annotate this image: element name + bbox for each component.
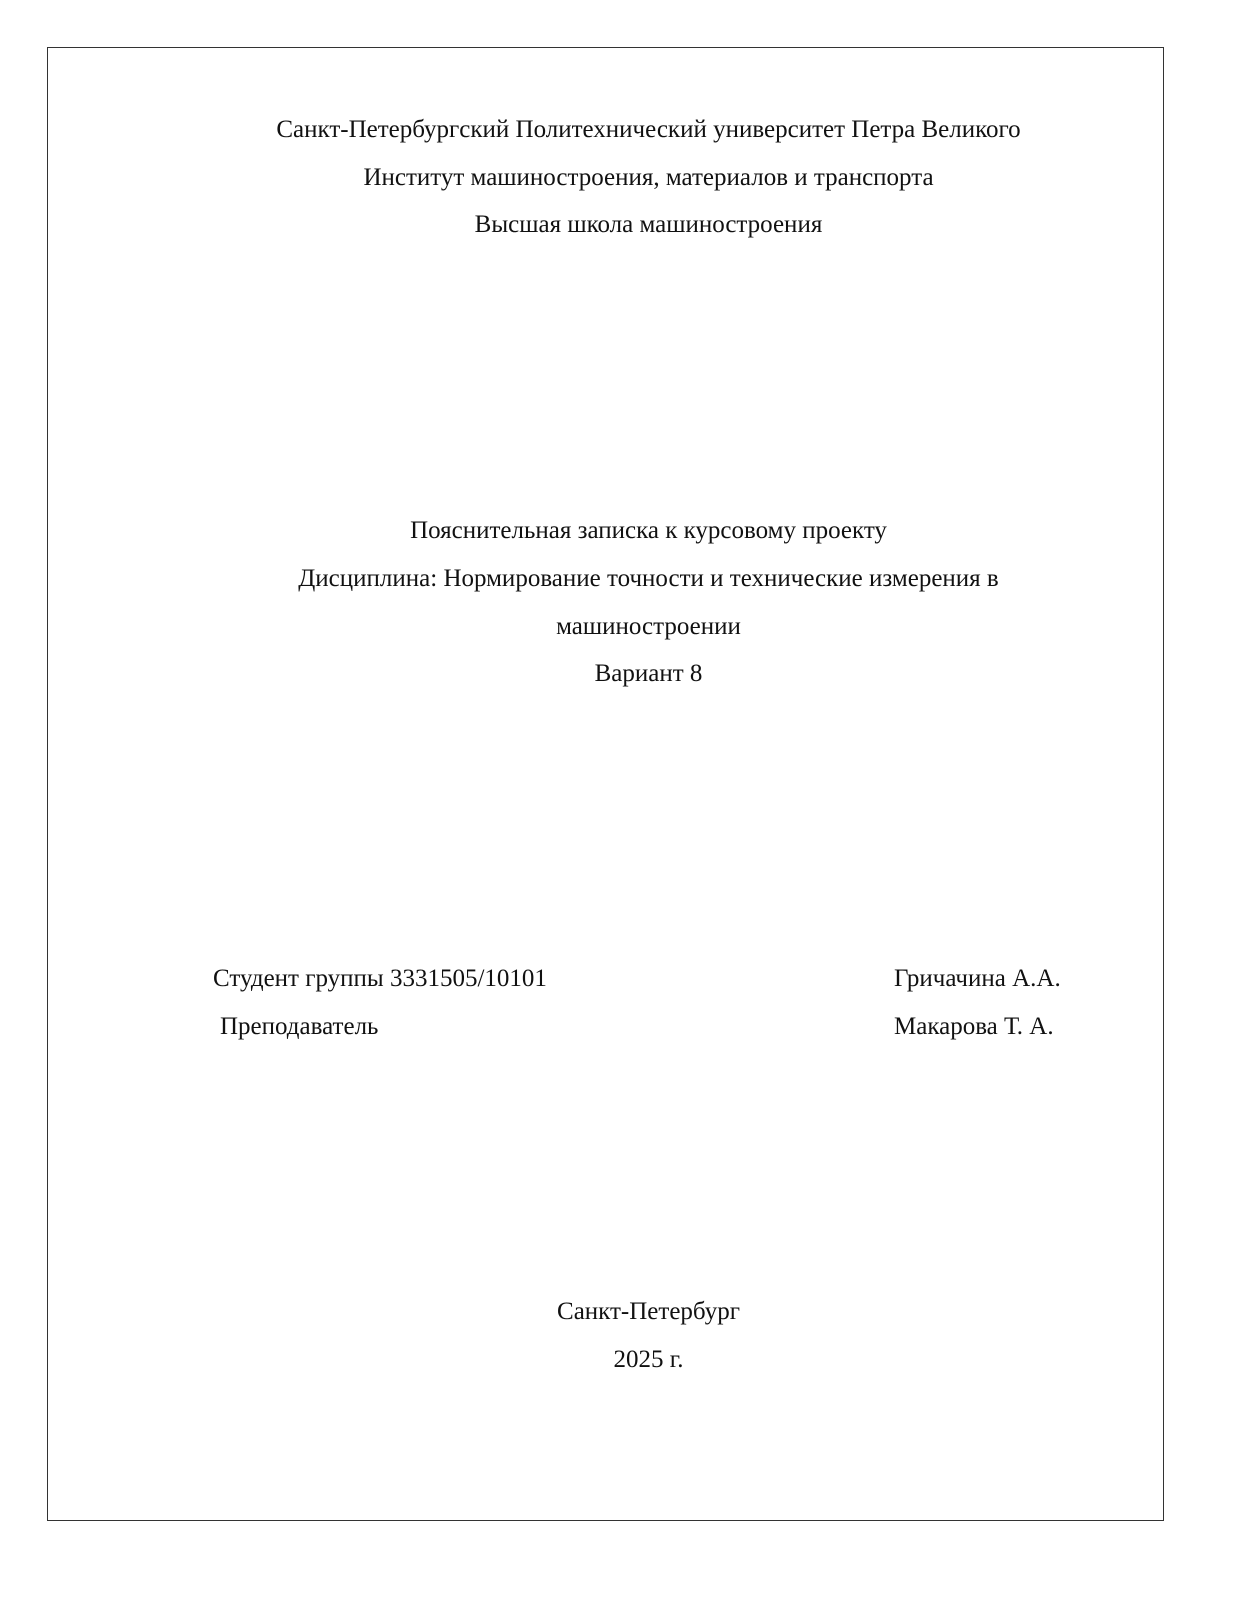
student-group-label: Студент группы 3331505/10101 — [213, 965, 547, 992]
year: 2025 г. — [613, 1346, 684, 1373]
teacher-label: Преподаватель — [220, 1013, 379, 1040]
document-title: Пояснительная записка к курсовому проекту — [410, 517, 887, 544]
teacher-name: Макарова Т. А. — [894, 1013, 1054, 1040]
discipline-line-1: Дисциплина: Нормирование точности и технические измерения в — [298, 565, 999, 592]
student-name: Гричачина А.А. — [894, 965, 1061, 992]
school-name: Высшая школа машиностроения — [474, 211, 823, 238]
institute-name: Институт машиностроения, материалов и транспорта — [363, 164, 934, 191]
university-name: Санкт-Петербургский Политехнический университет Петра Великого — [276, 116, 1021, 143]
variant-number: Вариант 8 — [594, 660, 703, 687]
city: Санкт-Петербург — [557, 1298, 740, 1325]
discipline-line-2: машиностроении — [556, 613, 741, 640]
